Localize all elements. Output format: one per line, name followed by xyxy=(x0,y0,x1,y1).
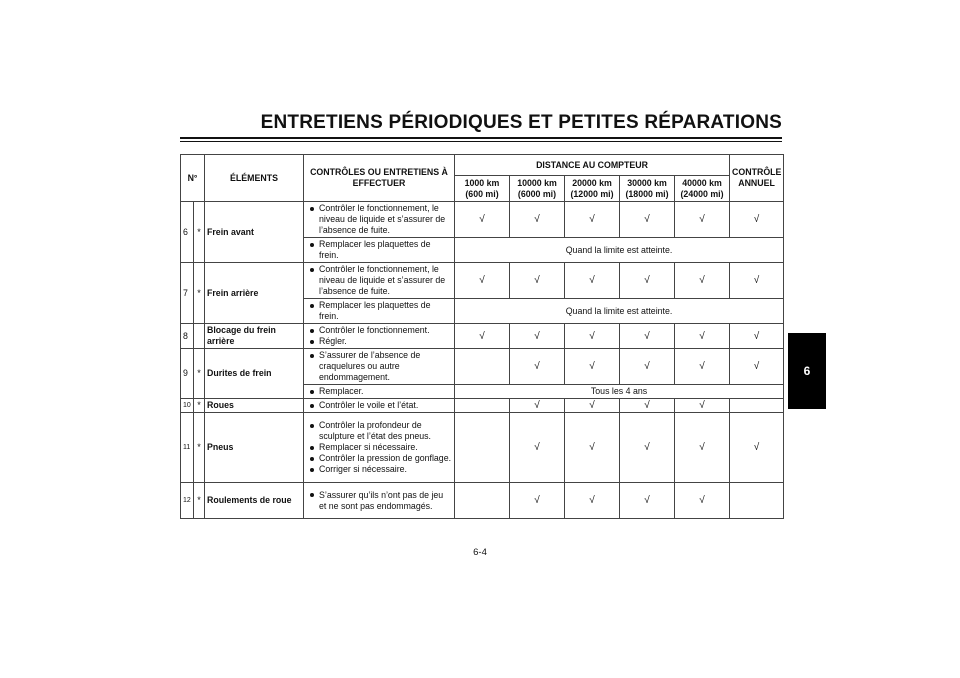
row-action: Remplacer les plaquettes de frein. xyxy=(304,238,455,263)
row-item: Roues xyxy=(205,399,304,413)
row-action: Remplacer les plaquettes de frein. xyxy=(304,299,455,324)
page-number: 6-4 xyxy=(473,547,487,558)
empty-cell xyxy=(730,399,784,413)
row-action: S’assurer qu’ils n’ont pas de jeu et ne sont pas endommagés. xyxy=(304,483,455,519)
check-mark: √ xyxy=(510,202,565,238)
empty-cell xyxy=(455,399,510,413)
maintenance-table xyxy=(180,154,784,519)
header-km-2: 10000 km (6000 mi) xyxy=(510,176,565,202)
check-mark: √ xyxy=(675,349,730,385)
row-action: Contrôler le fonctionnement, le niveau de liquide et s’assurer de l’absence de fuite. xyxy=(304,263,455,299)
table-row xyxy=(181,349,784,385)
header-km-5: 40000 km (24000 mi) xyxy=(675,176,730,202)
title-rule-thick xyxy=(180,137,782,139)
check-mark: √ xyxy=(620,349,675,385)
check-mark: √ xyxy=(620,324,675,349)
empty-cell xyxy=(455,349,510,385)
header-checks: CONTRÔLES OU ENTRETIENS À EFFECTUER xyxy=(304,155,455,202)
check-mark: √ xyxy=(565,399,620,413)
check-mark: √ xyxy=(730,413,784,483)
check-mark: √ xyxy=(620,263,675,299)
check-mark: √ xyxy=(730,263,784,299)
check-mark: √ xyxy=(675,399,730,413)
title-rule-thin xyxy=(180,141,782,142)
empty-cell xyxy=(455,413,510,483)
check-mark: √ xyxy=(730,202,784,238)
row-action: Contrôler le fonctionnement. Régler. xyxy=(304,324,455,349)
header-km-4: 30000 km (18000 mi) xyxy=(620,176,675,202)
chapter-tab: 6 xyxy=(788,333,826,409)
row-num: 7 xyxy=(181,263,194,324)
interval-note: Quand la limite est atteinte. xyxy=(455,238,784,263)
check-mark: √ xyxy=(565,413,620,483)
interval-note: Tous les 4 ans xyxy=(455,385,784,399)
check-mark: √ xyxy=(510,483,565,519)
check-mark: √ xyxy=(675,413,730,483)
check-mark: √ xyxy=(565,202,620,238)
table-row xyxy=(181,483,784,519)
check-mark: √ xyxy=(675,202,730,238)
check-mark: √ xyxy=(510,263,565,299)
row-star: * xyxy=(194,399,205,413)
check-mark: √ xyxy=(620,413,675,483)
check-mark: √ xyxy=(510,413,565,483)
header-km-1: 1000 km (600 mi) xyxy=(455,176,510,202)
table-row xyxy=(181,399,784,413)
row-num: 8 xyxy=(181,324,194,349)
row-num: 10 xyxy=(181,399,194,413)
check-mark: √ xyxy=(455,263,510,299)
check-mark: √ xyxy=(620,483,675,519)
row-action: Contrôler le fonctionnement, le niveau de liquide et s’assurer de l’absence de fuite. xyxy=(304,202,455,238)
table-row xyxy=(181,202,784,238)
check-mark: √ xyxy=(510,324,565,349)
row-action: Contrôler le voile et l’état. xyxy=(304,399,455,413)
check-mark: √ xyxy=(620,202,675,238)
table-row xyxy=(181,413,784,483)
check-mark: √ xyxy=(455,324,510,349)
interval-note: Quand la limite est atteinte. xyxy=(455,299,784,324)
check-mark: √ xyxy=(565,324,620,349)
check-mark: √ xyxy=(675,324,730,349)
check-mark: √ xyxy=(510,349,565,385)
check-mark: √ xyxy=(565,349,620,385)
check-mark: √ xyxy=(565,483,620,519)
row-action: S’assurer de l’absence de craquelures ou autre endommagement. xyxy=(304,349,455,385)
check-mark: √ xyxy=(620,399,675,413)
header-num: N° xyxy=(181,155,205,202)
row-star xyxy=(194,324,205,349)
empty-cell xyxy=(455,483,510,519)
empty-cell xyxy=(730,483,784,519)
header-distance: DISTANCE AU COMPTEUR xyxy=(455,155,730,176)
row-num: 11 xyxy=(181,413,194,483)
table-row xyxy=(181,324,784,349)
row-item: Frein arrière xyxy=(205,263,304,324)
header-km-3: 20000 km (12000 mi) xyxy=(565,176,620,202)
check-mark: √ xyxy=(675,483,730,519)
row-num: 12 xyxy=(181,483,194,519)
check-mark: √ xyxy=(455,202,510,238)
row-star: * xyxy=(194,349,205,399)
row-num: 9 xyxy=(181,349,194,399)
check-mark: √ xyxy=(730,324,784,349)
row-action: Contrôler la profondeur de sculpture et l’état des pneus. Remplacer si nécessaire. Contrôler la pression de gonflage. Corriger si nécessaire. xyxy=(304,413,455,483)
header-annual: CONTRÔLE ANNUEL xyxy=(730,155,784,202)
row-item: Frein avant xyxy=(205,202,304,263)
check-mark: √ xyxy=(510,399,565,413)
table-row xyxy=(181,263,784,299)
check-mark: √ xyxy=(730,349,784,385)
page-title: ENTRETIENS PÉRIODIQUES ET PETITES RÉPARATIONS xyxy=(260,112,782,133)
row-item: Durites de frein xyxy=(205,349,304,399)
row-star: * xyxy=(194,413,205,483)
row-action: Remplacer. xyxy=(304,385,455,399)
header-items: ÉLÉMENTS xyxy=(205,155,304,202)
row-num: 6 xyxy=(181,202,194,263)
row-item: Blocage du frein arrière xyxy=(205,324,304,349)
row-item: Roulements de roue xyxy=(205,483,304,519)
row-star: * xyxy=(194,202,205,263)
check-mark: √ xyxy=(675,263,730,299)
row-star: * xyxy=(194,263,205,324)
row-star: * xyxy=(194,483,205,519)
row-item: Pneus xyxy=(205,413,304,483)
check-mark: √ xyxy=(565,263,620,299)
